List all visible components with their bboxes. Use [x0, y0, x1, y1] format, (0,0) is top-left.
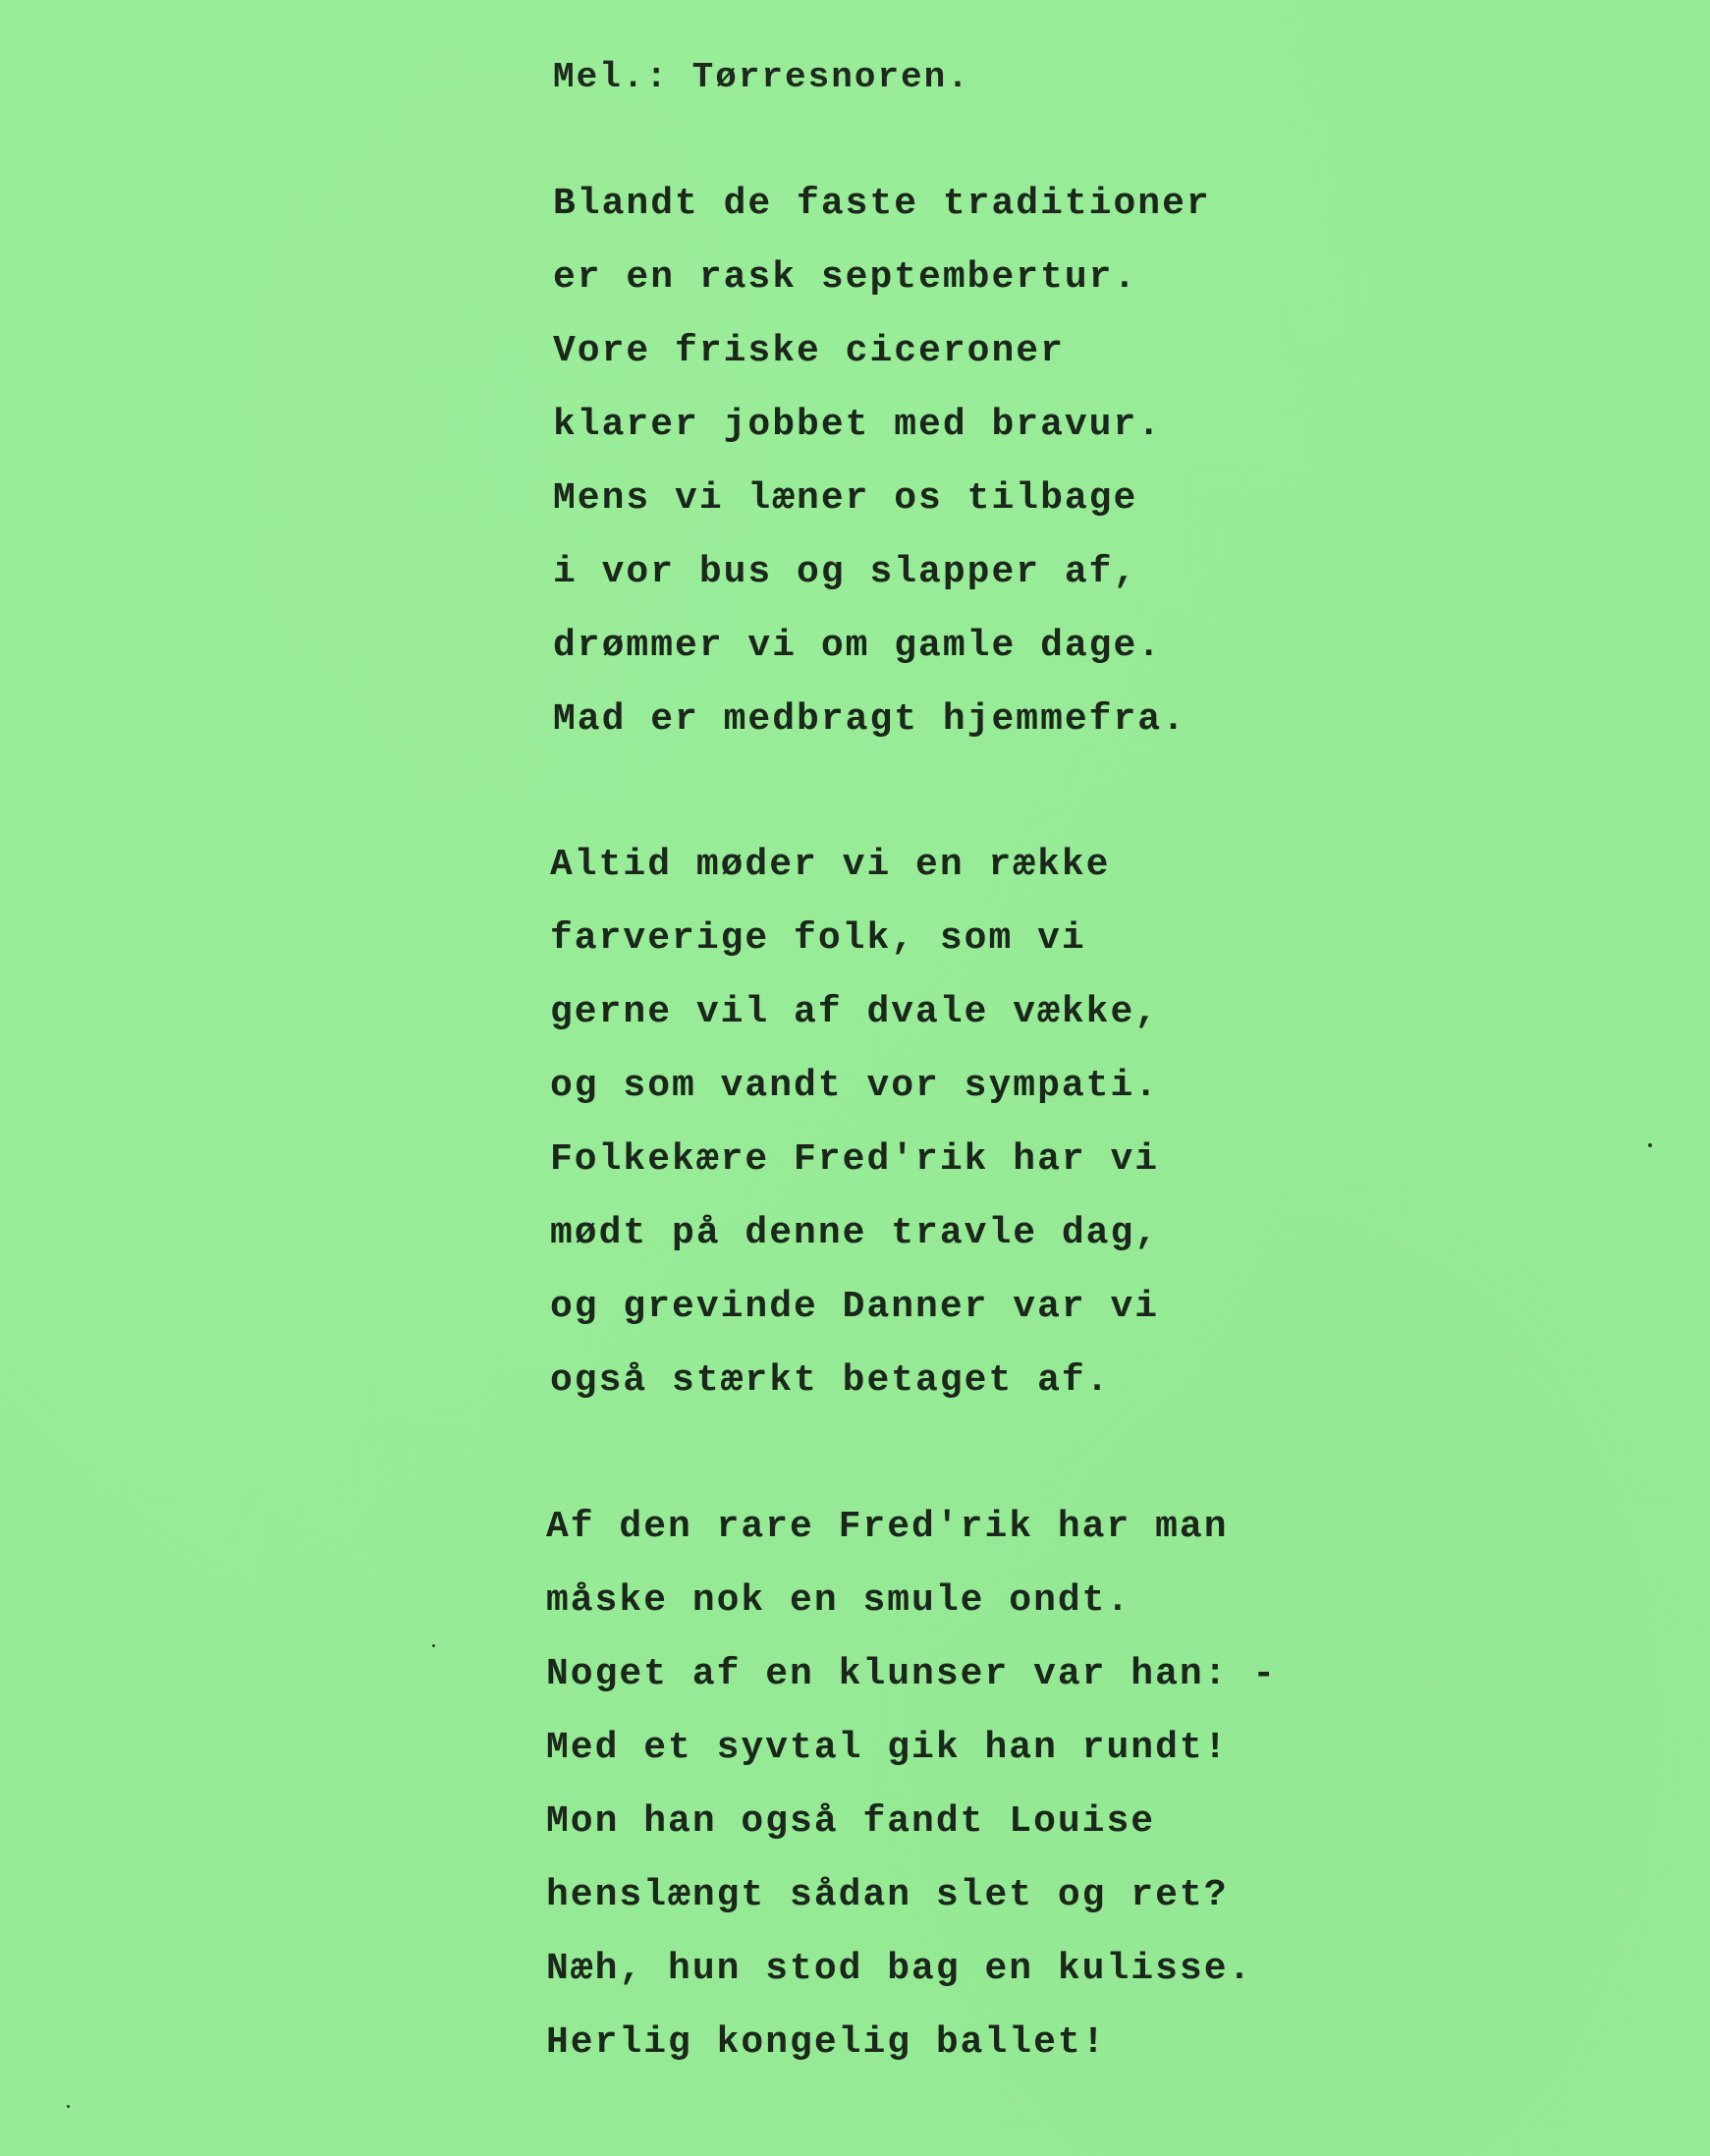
verse-line: er en rask septembertur. — [553, 256, 1138, 299]
verse-line: også stærkt betaget af. — [550, 1359, 1111, 1402]
verse-line: Noget af en klunser var han: - — [546, 1653, 1278, 1695]
verse-line: Mad er medbragt hjemmefra. — [553, 698, 1186, 741]
verse-line: Mon han også fandt Louise — [546, 1800, 1156, 1843]
verse-line: Af den rare Fred'rik har man — [546, 1506, 1229, 1548]
paper-speck — [432, 1644, 435, 1647]
verse-line: Folkekære Fred'rik har vi — [550, 1138, 1160, 1181]
verse-line: farverige folk, som vi — [550, 917, 1086, 960]
verse-line: Vore friske ciceroner — [553, 330, 1065, 372]
verse-line: Næh, hun stod bag en kulisse. — [546, 1948, 1253, 1990]
verse-line: måske nok en smule ondt. — [546, 1579, 1131, 1622]
verse-line: Blandt de faste traditioner — [553, 183, 1211, 225]
verse-line: klarer jobbet med bravur. — [553, 404, 1163, 446]
verse-line: Mens vi læner os tilbage — [553, 477, 1138, 520]
verse-line: Med et syvtal gik han rundt! — [546, 1727, 1229, 1769]
paper-speck — [1648, 1143, 1652, 1147]
verse-line: i vor bus og slapper af, — [553, 551, 1138, 593]
verse-line: og grevinde Danner var vi — [550, 1286, 1160, 1328]
stanza-2 — [550, 828, 1159, 1417]
verse-line: drømmer vi om gamle dage. — [553, 625, 1163, 667]
verse-line: henslængt sådan slet og ret? — [546, 1874, 1229, 1916]
verse-line: og som vandt vor sympati. — [550, 1065, 1160, 1107]
verse-line: gerne vil af dvale vække, — [550, 991, 1160, 1033]
verse-line: Altid møder vi en række — [550, 844, 1111, 886]
melody-line: Mel.: Tørresnoren. — [553, 57, 970, 97]
verse-line: mødt på denne travle dag, — [550, 1212, 1160, 1254]
stanza-3 — [546, 1490, 1277, 2079]
stanza-1 — [553, 167, 1211, 756]
paper-speck — [67, 2105, 70, 2108]
verse-line: Herlig kongelig ballet! — [546, 2021, 1107, 2064]
